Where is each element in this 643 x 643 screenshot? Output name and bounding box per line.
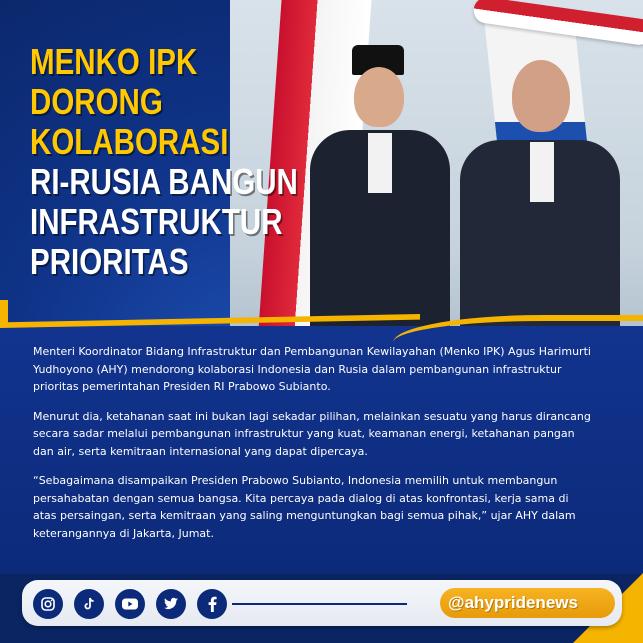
headline-line: KOLABORASI	[30, 121, 229, 162]
tiktok-icon[interactable]	[74, 589, 104, 619]
facebook-icon[interactable]	[197, 589, 227, 619]
headline-line: PRIORITAS	[30, 241, 189, 282]
headline-line: DORONG	[30, 81, 163, 122]
headline-line: INFRASTRUKTUR	[30, 201, 283, 242]
paragraph: “Sebagaimana disampaikan Presiden Prabowo Subianto, Indonesia memilih untuk membangun persahabatan dengan semua bangsa. Kita percaya pada dialog di atas konfrontasi, kerja sama di atas persaingan, serta kemitraan yang saling menguntungkan bagi semua pihak,” ujar AHY dalam keterangannya di Jakarta, Jumat.	[33, 474, 576, 540]
headline	[30, 42, 310, 282]
headline-line: RI-RUSIA BANGUN	[30, 161, 298, 202]
social-handle[interactable]: @ahypridenews	[448, 593, 578, 612]
paragraph: Menurut dia, ketahanan saat ini bukan lagi sekadar pilihan, melainkan sesuatu yang harus dirancang secara sadar melalui pembangunan infrastruktur yang kuat, keamanan energi, ketahanan pangan dan air, serta kemitraan internasional yang dapat dipercaya.	[33, 409, 591, 458]
paragraph: Menteri Koordinator Bidang Infrastruktur dan Pembangunan Kewilayahan (Menko IPK) Agus Harimurti Yudhoyono (AHY) mendorong kolaborasi Indonesia dan Rusia dalam pembangunan infrastruktur prioritas pemerintahan Presiden RI Prabowo Subianto.	[33, 345, 591, 393]
footer-divider	[232, 603, 407, 605]
headline-line: MENKO IPK	[30, 41, 198, 82]
article-body	[33, 343, 593, 554]
instagram-icon[interactable]	[33, 589, 63, 619]
twitter-icon[interactable]	[156, 589, 186, 619]
youtube-icon[interactable]	[115, 589, 145, 619]
